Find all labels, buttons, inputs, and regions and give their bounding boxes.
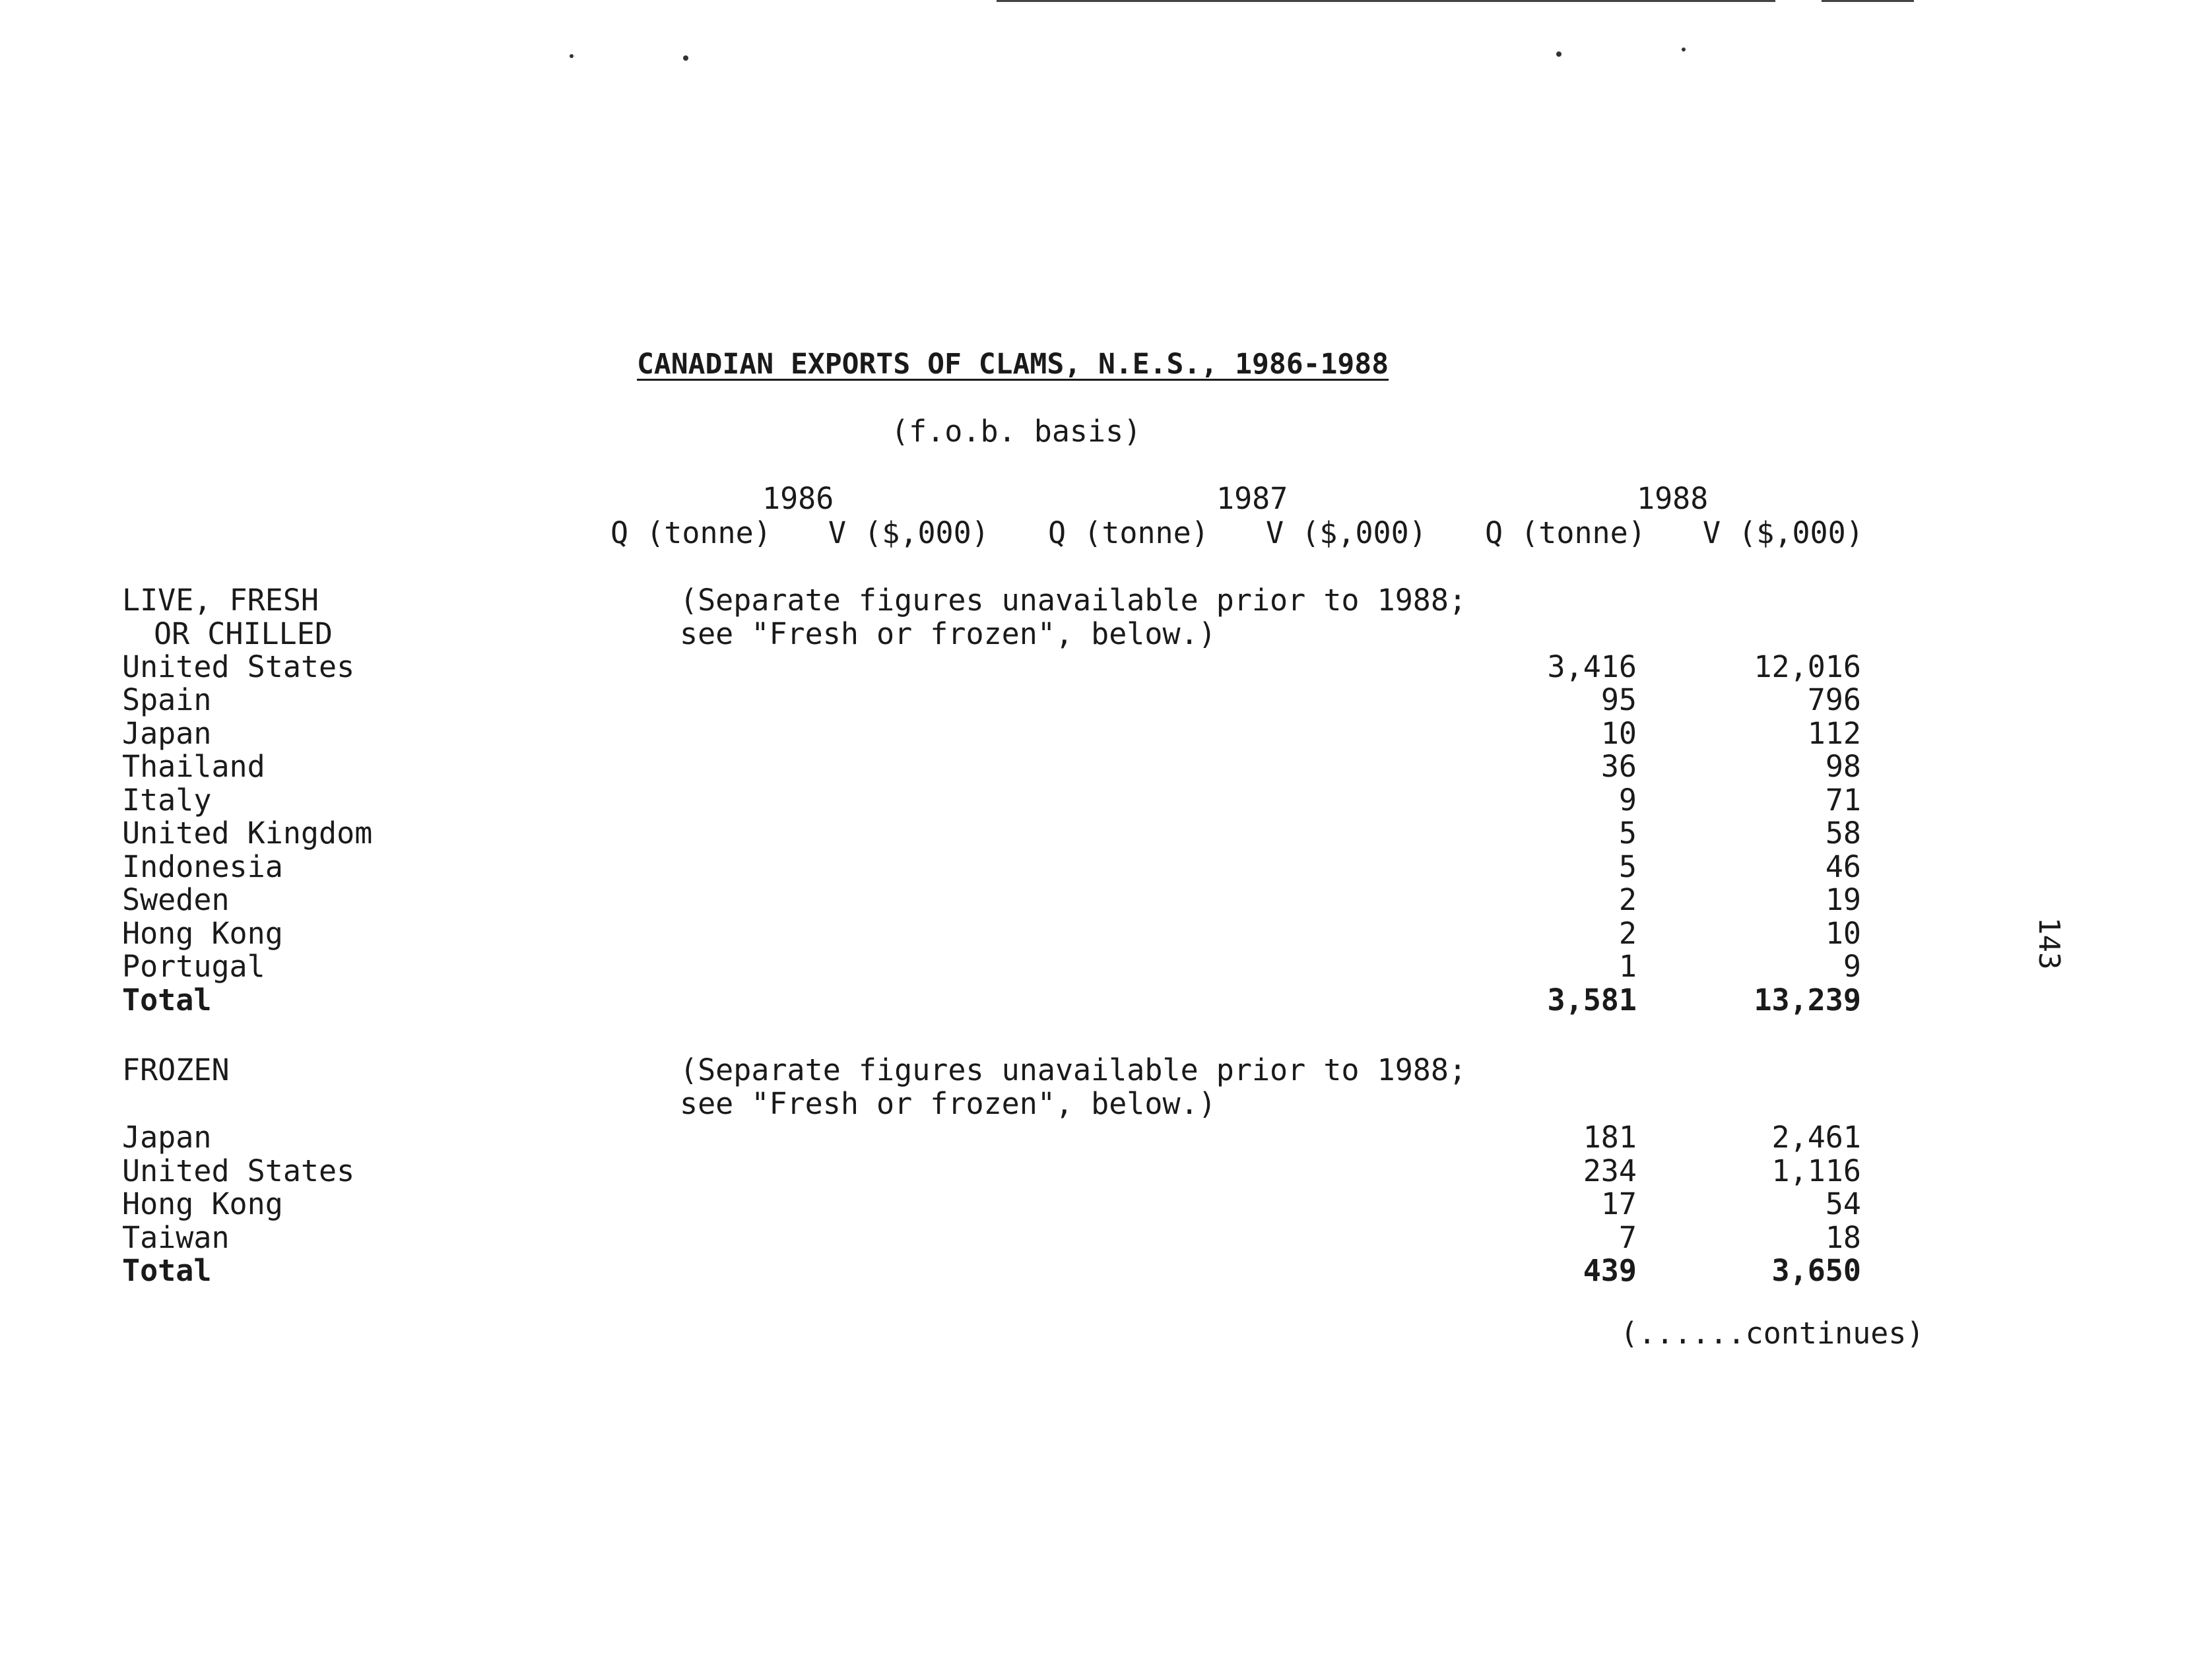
section-label-frozen: FROZEN: [122, 1052, 230, 1087]
page-title: CANADIAN EXPORTS OF CLAMS, N.E.S., 1986-1988: [637, 348, 1389, 381]
row-v-1988: 18: [1825, 1220, 1861, 1255]
row-q-1988: 2: [1618, 882, 1637, 917]
row-country: Thailand: [122, 749, 265, 784]
row-v-1988: 54: [1825, 1186, 1861, 1221]
row-v-1988: 796: [1807, 682, 1861, 717]
row-v-1988: 12,016: [1754, 649, 1861, 684]
row-v-1988: 2,461: [1771, 1120, 1861, 1155]
row-q-1988: 95: [1600, 682, 1637, 717]
row-country: United Kingdom: [122, 816, 373, 851]
row-q-1988: 17: [1600, 1186, 1637, 1221]
total-v-1988: 13,239: [1754, 983, 1861, 1018]
speck: [570, 54, 574, 58]
row-country: Spain: [122, 682, 212, 717]
row-q-1988: 5: [1618, 849, 1637, 884]
row-country: Taiwan: [122, 1220, 230, 1255]
top-rule: [997, 0, 1775, 2]
total-q-1988: 439: [1583, 1253, 1637, 1288]
col-header-v-1988: V ($,000): [1703, 515, 1864, 550]
row-q-1988: 2: [1618, 916, 1637, 951]
total-label: Total: [122, 983, 212, 1018]
year-header-1988: 1988: [1637, 481, 1709, 516]
section-label-live-cont: OR CHILLED: [154, 616, 333, 651]
row-country: Hong Kong: [122, 1186, 283, 1221]
row-country: Indonesia: [122, 849, 283, 884]
row-v-1988: 71: [1825, 783, 1861, 818]
section-label-live: LIVE, FRESH: [122, 583, 319, 618]
row-v-1988: 98: [1825, 749, 1861, 784]
row-country: Italy: [122, 783, 212, 818]
row-q-1988: 10: [1600, 716, 1637, 751]
col-header-q-1986: Q (tonne): [610, 515, 772, 550]
col-header-q-1988: Q (tonne): [1485, 515, 1646, 550]
top-rule-right: [1822, 0, 1914, 2]
total-label: Total: [122, 1253, 212, 1288]
row-country: United States: [122, 649, 355, 684]
speck: [1556, 51, 1562, 57]
page-subtitle: (f.o.b. basis): [891, 414, 1142, 449]
section-note: (Separate figures unavailable prior to 1988;: [680, 1052, 1467, 1087]
row-q-1988: 5: [1618, 816, 1637, 851]
section-note-cont: see "Fresh or frozen", below.): [680, 1086, 1216, 1121]
row-country: Sweden: [122, 882, 230, 917]
row-country: Japan: [122, 716, 212, 751]
page-number: 143: [2032, 917, 2066, 970]
row-v-1988: 112: [1807, 716, 1861, 751]
row-v-1988: 10: [1825, 916, 1861, 951]
row-v-1988: 9: [1843, 949, 1861, 984]
row-q-1988: 181: [1583, 1120, 1637, 1155]
row-q-1988: 3,416: [1547, 649, 1637, 684]
row-q-1988: 234: [1583, 1153, 1637, 1188]
col-header-v-1987: V ($,000): [1266, 515, 1427, 550]
row-country: United States: [122, 1153, 355, 1188]
total-q-1988: 3,581: [1547, 983, 1637, 1018]
section-note: (Separate figures unavailable prior to 1988;: [680, 583, 1467, 618]
total-v-1988: 3,650: [1771, 1253, 1861, 1288]
speck: [683, 55, 688, 61]
row-country: Portugal: [122, 949, 265, 984]
row-q-1988: 36: [1600, 749, 1637, 784]
row-v-1988: 1,116: [1771, 1153, 1861, 1188]
year-header-1987: 1987: [1216, 481, 1288, 516]
col-header-q-1987: Q (tonne): [1048, 515, 1209, 550]
row-country: Japan: [122, 1120, 212, 1155]
col-header-v-1986: V ($,000): [828, 515, 989, 550]
row-v-1988: 46: [1825, 849, 1861, 884]
row-country: Hong Kong: [122, 916, 283, 951]
row-v-1988: 58: [1825, 816, 1861, 851]
section-note-cont: see "Fresh or frozen", below.): [680, 616, 1216, 651]
row-q-1988: 9: [1618, 783, 1637, 818]
speck: [1682, 48, 1686, 51]
row-q-1988: 1: [1618, 949, 1637, 984]
row-q-1988: 7: [1618, 1220, 1637, 1255]
continues-note: (......continues): [1620, 1316, 1924, 1351]
year-header-1986: 1986: [762, 481, 834, 516]
row-v-1988: 19: [1825, 882, 1861, 917]
